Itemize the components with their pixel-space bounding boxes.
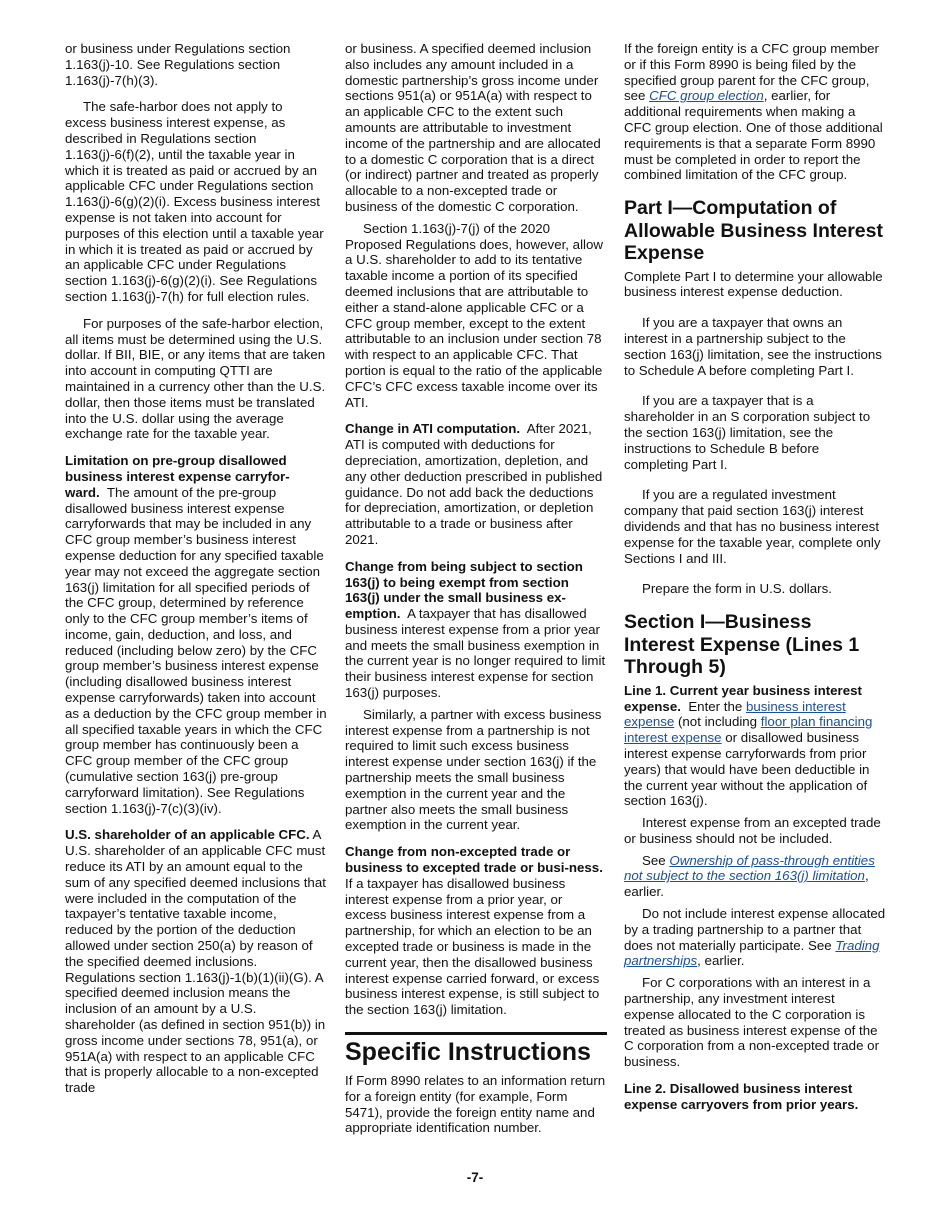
- paragraph: For purposes of the safe-harbor election, all items must be determined using the U.S. dollar. If BII, BIE, or any items that are taken into account in computing QTTI are maintained in a currency other than the U.S. dollar, then those items must be translated into the U.S. dollar using the average exchange rate for the taxable year.: [65, 315, 326, 442]
- paragraph-text: (not including: [677, 714, 758, 730]
- paragraph-ati-change: [345, 421, 607, 547]
- paragraph: For C corporations with an interest in a partnership, any investment interest expense allocated to the C corporation is treated as business interest expense of the C corporation from a non-excepted trade or business.: [624, 975, 879, 1070]
- paragraph: or business. A specified deemed inclusion also includes any amount included in a domestic partnership’s gross income under sections 951(a) or 951A(a) with respect to an applicable CFC to the extent such amounts are attributable to investment income of the partnership and are allocated to a domestic C corporation that is a direct (or indirect) partner and treated as properly allocable to a non-excepted trade or business of the domestic C corporation.: [345, 41, 601, 214]
- paragraph-cfc-group: [624, 41, 886, 183]
- paragraph: Prepare the form in U.S. dollars.: [642, 581, 832, 597]
- paragraph-text: , earlier, for additional requirements when making a CFC group election. One of those additional requirements is that a separate Form 8990 must be completed in order to report the combined limitation of the CFC group.: [624, 88, 883, 183]
- run-in-heading: Line 2. Disallowed business interest expense carryovers from prior years.: [624, 1081, 859, 1112]
- paragraph-small-business-exemption: [345, 559, 607, 701]
- paragraph-text: A taxpayer that has disallowed business interest expense from a prior year and meets the small business exemption in the current year is no longer required to limit their business interest expense for section 163(j) purposes.: [345, 606, 606, 701]
- run-in-heading: Change in ATI computation.: [345, 421, 521, 437]
- specific-instructions-heading: Specific Instructions: [345, 1032, 607, 1067]
- paragraph: If you are a regulated investment company that paid section 163(j) interest dividends and that has no business interest expense for the taxable year, complete only Sections I and III.: [624, 487, 881, 566]
- run-in-heading: Limitation on pre-group disallowed business interest expense carryfor-ward.: [65, 453, 290, 500]
- paragraph-text: or disallowed business interest expense carryforwards from prior years) that would have been deductible in the current year without the application of section 163(j).: [624, 730, 870, 809]
- paragraph: If you are a taxpayer that owns an interest in a partnership subject to the section 163(j) limitation, see the instructions to Schedule A before completing Part I.: [624, 315, 882, 378]
- paragraph-text: See: [642, 852, 666, 868]
- run-in-heading: Change from being subject to section 163(j) to being exempt from section 163(j) under the small business ex-emption.: [345, 558, 583, 622]
- paragraph: If Form 8990 relates to an information return for a foreign entity (for example, Form 5471), provide the foreign entity name and appropriate identification number.: [345, 1073, 606, 1136]
- paragraph-text: , earlier.: [697, 953, 745, 969]
- paragraph-us-shareholder: [65, 827, 327, 1096]
- column-left: [65, 41, 327, 1107]
- paragraph: Similarly, a partner with excess business interest expense from a partnership is not required to limit such excess business interest expense under section 163(j) if the partnership meets the small business exemption in the current year and the partner also meets the small business exemption in the current year.: [345, 706, 602, 833]
- run-in-heading: U.S. shareholder of an applicable CFC.: [65, 827, 310, 843]
- paragraph: The safe-harbor does not apply to excess business interest expense, as described in Regulations section 1.163(j)-6(f)(2), until the taxable year in which it is treated as paid or accrued by an applicable CFC under Regulations section 1.163(j)-6(g)(2)(i). Excess business interest expense is not taken into account for purposes of this election until a taxable year in which it is treated as paid or accrued by an applicable CFC under Regulations section 1.163(j)-6(g)(2)(i). See Regulations section 1.163(j)-7(h) for full election rules.: [65, 99, 324, 304]
- cfc-group-election-link[interactable]: CFC group election: [649, 88, 764, 104]
- paragraph: If you are a taxpayer that is a shareholder in an S corporation subject to the section 163(j) limitation, see the instructions to Schedule B before completing Part I.: [624, 393, 871, 472]
- paragraph-pre-group-limitation: [65, 453, 327, 816]
- paragraph: Complete Part I to determine your allowable business interest expense deduction.: [624, 268, 883, 300]
- paragraph-text: If the foreign entity is a CFC group member or if this Form 8990 is being filed by the specified group parent for the CFC group, see: [624, 41, 879, 104]
- run-in-heading: Line 1. Current year business interest expense.: [624, 682, 862, 714]
- part-1-heading: Part I—Computation of Allowable Business Interest Expense: [624, 197, 883, 265]
- column-right: [624, 41, 886, 1124]
- paragraph: Interest expense from an excepted trade or business should not be included.: [624, 815, 881, 846]
- business-interest-expense-link[interactable]: business interest expense: [624, 698, 846, 730]
- trading-partnerships-link[interactable]: Trading partnerships: [624, 937, 880, 969]
- paragraph-text: , earlier.: [624, 868, 869, 900]
- floor-plan-financing-link[interactable]: floor plan financing interest expense: [624, 714, 873, 746]
- column-middle: [345, 41, 607, 1147]
- paragraph-trading-partnership: [624, 906, 886, 969]
- paragraph-excepted-trade: [345, 844, 607, 1018]
- paragraph: or business under Regulations section 1.163(j)-10. See Regulations section 1.163(j)-7(h)(3).: [65, 41, 291, 88]
- paragraph-line-1: [624, 683, 886, 809]
- paragraph-line-2: [624, 1081, 886, 1113]
- paragraph-ownership: [624, 853, 886, 900]
- section-1-heading: Section I—Business Interest Expense (Lines 1 Through 5): [624, 611, 860, 679]
- run-in-heading: Change from non-excepted trade or business to excepted trade or busi-ness.: [345, 844, 603, 876]
- ownership-pass-through-link[interactable]: Ownership of pass-through entities not subject to the section 163(j) limitation: [624, 852, 875, 884]
- paragraph-text: A U.S. shareholder of an applicable CFC must reduce its ATI by an amount equal to the sum of any specified deemed inclusions that were included in the computation of the taxpayer’s tentative taxable income, reduced by the portion of the deduction allowed under section 250(a) by reason of the specified deemed inclusions. Regulations section 1.163(j)-1(b)(1)(ii)(G). A specified deemed inclusion means the inclusion of an amount by a U.S. shareholder (as defined in section 951(b)) in gross income under sections 78, 951(a), or 951A(a) with respect to an applicable CFC that is properly allocable to a non-excepted trade: [65, 827, 326, 1096]
- paragraph: Section 1.163(j)-7(j) of the 2020 Proposed Regulations does, however, allow a U.S. shareholder to add to its tentative taxable income a portion of its specified deemed inclusions that are attributable to either a stand-alone applicable CFC or a CFC group member, except to the extent attributable to an inclusion under section 78 with respect to an applicable CFC. That portion is equal to the ratio of the applicable CFC’s CFC excess taxable income over its ATI.: [345, 220, 603, 410]
- paragraph-text: If a taxpayer has disallowed business interest expense from a prior year, or excess business interest expense from a partnership, for which an election to be an excepted trade or business is made in the current year, then the disallowed business interest expense carried forward, or excess business interest expense, is still subject to the section 163(j) limitation.: [345, 875, 600, 1018]
- paragraph-text: Do not include interest expense allocated by a trading partnership to a partner that does not materially participate. See: [624, 906, 886, 953]
- paragraph-text: After 2021, ATI is computed with deductions for depreciation, amortization, depletion, and any other deduction prescribed in published guidance. Do not add back the deductions for depreciation, amortization, or depletion attributable to a trade or business after 2021.: [345, 421, 603, 547]
- paragraph-text: The amount of the pre-group disallowed business interest expense carryforwards that may be included in any CFC group member’s business interest expense deduction for any specified taxable year may not exceed the aggregate section 163(j) limitation for all specified periods of the CFC group, determined by reference only to the CFC group member’s items of income, gain, deduction, and loss, and reduced (including below zero) by the CFC group member’s business interest expense (including disallowed business interest expense carryforwards) taken into account as a deduction by the CFC group member in all specified taxable years in which the CFC group member has continuously been a CFC group member of the CFC group (cumulative section 163(j) pre-group carryforward limitation). See Regulations section 1.163(j)-7(c)(3)(iv).: [65, 484, 327, 816]
- paragraph-text: Enter the: [688, 698, 743, 714]
- page-number: -7-: [466, 1170, 484, 1185]
